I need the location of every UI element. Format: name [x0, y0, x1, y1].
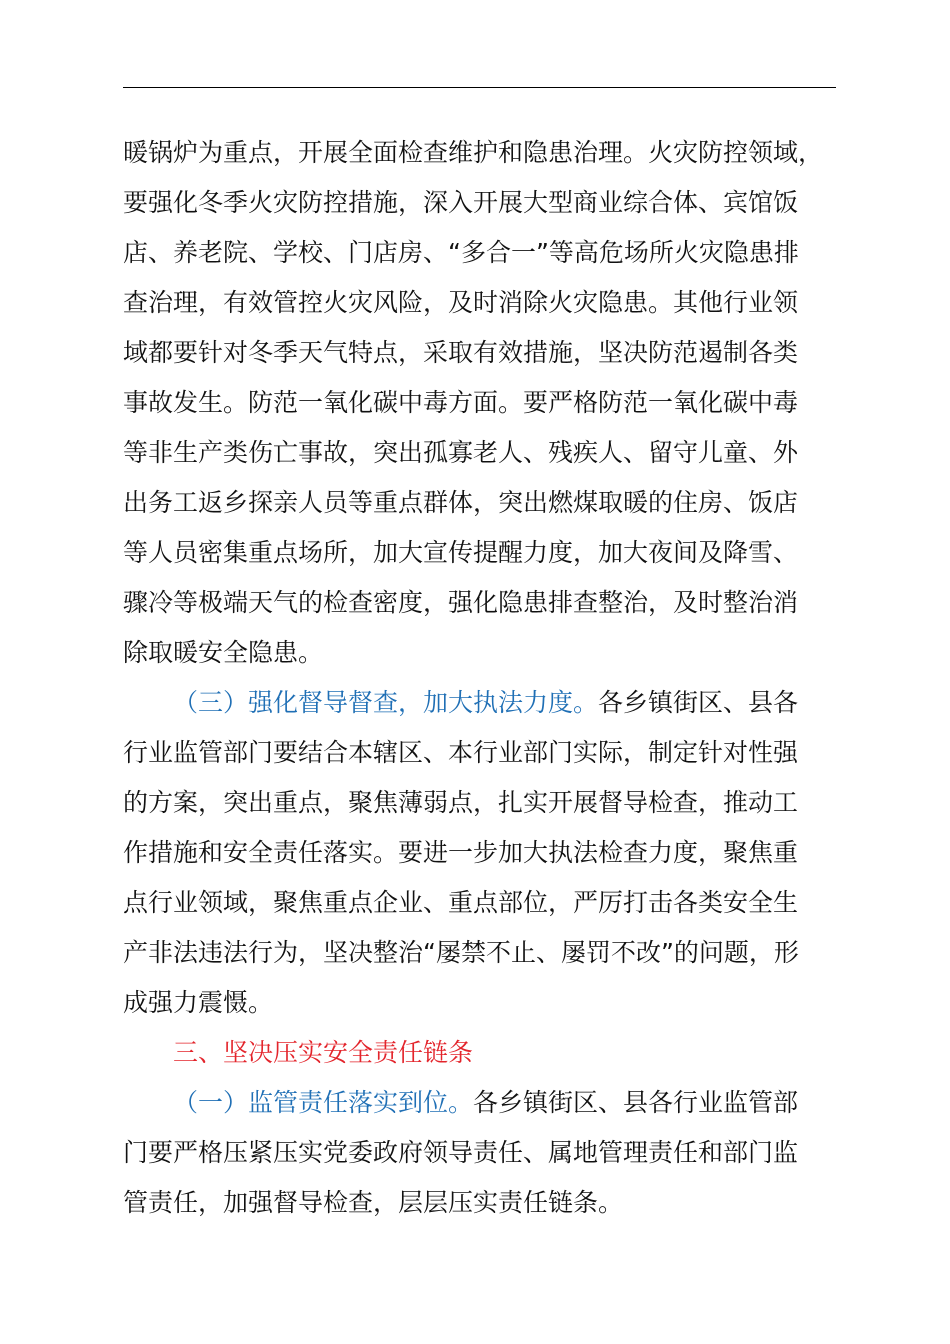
text-line: 门要严格压紧压实党委政府领导责任、属地管理责任和部门监 — [123, 1138, 799, 1167]
text-line: 管责任，加强督导检查，层层压实责任链条。 — [123, 1188, 624, 1217]
text-line: 要强化冬季火灾防控措施，深入开展大型商业综合体、宾馆饭 — [123, 188, 799, 217]
text-line: 骤冷等极端天气的检查密度，强化隐患排查整治，及时整治消 — [123, 588, 799, 617]
subsection-text: 各乡镇街区、县各行业监管部 — [473, 1088, 799, 1117]
text-line: 事故发生。防范一氧化碳中毒方面。要严格防范一氧化碳中毒 — [123, 388, 799, 417]
text-line: 行业监管部门要结合本辖区、本行业部门实际，制定针对性强 — [123, 738, 799, 767]
subsection-text: 各乡镇街区、县各 — [598, 688, 799, 717]
text-line: 作措施和安全责任落实。要进一步加大执法检查力度，聚焦重 — [123, 838, 799, 867]
text-line: 查治理，有效管控火灾风险，及时消除火灾隐患。其他行业领 — [123, 288, 799, 317]
text-line: 等非生产类伤亡事故，突出孤寡老人、残疾人、留守儿童、外 — [123, 438, 799, 467]
text-line: 点行业领域，聚焦重点企业、重点部位，严厉打击各类安全生 — [123, 888, 799, 917]
text-line: 的方案，突出重点，聚焦薄弱点，扎实开展督导检查，推动工 — [123, 788, 799, 817]
text-line: 域都要针对冬季天气特点，采取有效措施，坚决防范遏制各类 — [123, 338, 799, 367]
header-rule — [123, 87, 836, 88]
subsection-line — [123, 1078, 858, 1128]
text-line: 店、养老院、学校、门店房、“多合一”等高危场所火灾隐患排 — [123, 238, 799, 267]
text-line: 等人员密集重点场所，加大宣传提醒力度，加大夜间及降雪、 — [123, 538, 799, 567]
text-line: 暖锅炉为重点，开展全面检查维护和隐患治理。火灾防控领域， — [123, 138, 824, 167]
text-line: 成强力震慑。 — [123, 988, 274, 1017]
text-line: 除取暖安全隐患。 — [123, 638, 324, 667]
subsection-heading: （三）强化督导督查，加大执法力度。 — [173, 688, 599, 717]
text-line: 产非法违法行为，坚决整治“屡禁不止、屡罚不改”的问题，形 — [123, 938, 799, 967]
subsection-heading: （一）监管责任落实到位。 — [173, 1088, 474, 1117]
subsection-line — [123, 678, 858, 728]
document-body — [123, 128, 858, 1228]
section-heading: 三、坚决压实安全责任链条 — [173, 1038, 474, 1067]
text-line: 出务工返乡探亲人员等重点群体，突出燃煤取暖的住房、饭店 — [123, 488, 799, 517]
